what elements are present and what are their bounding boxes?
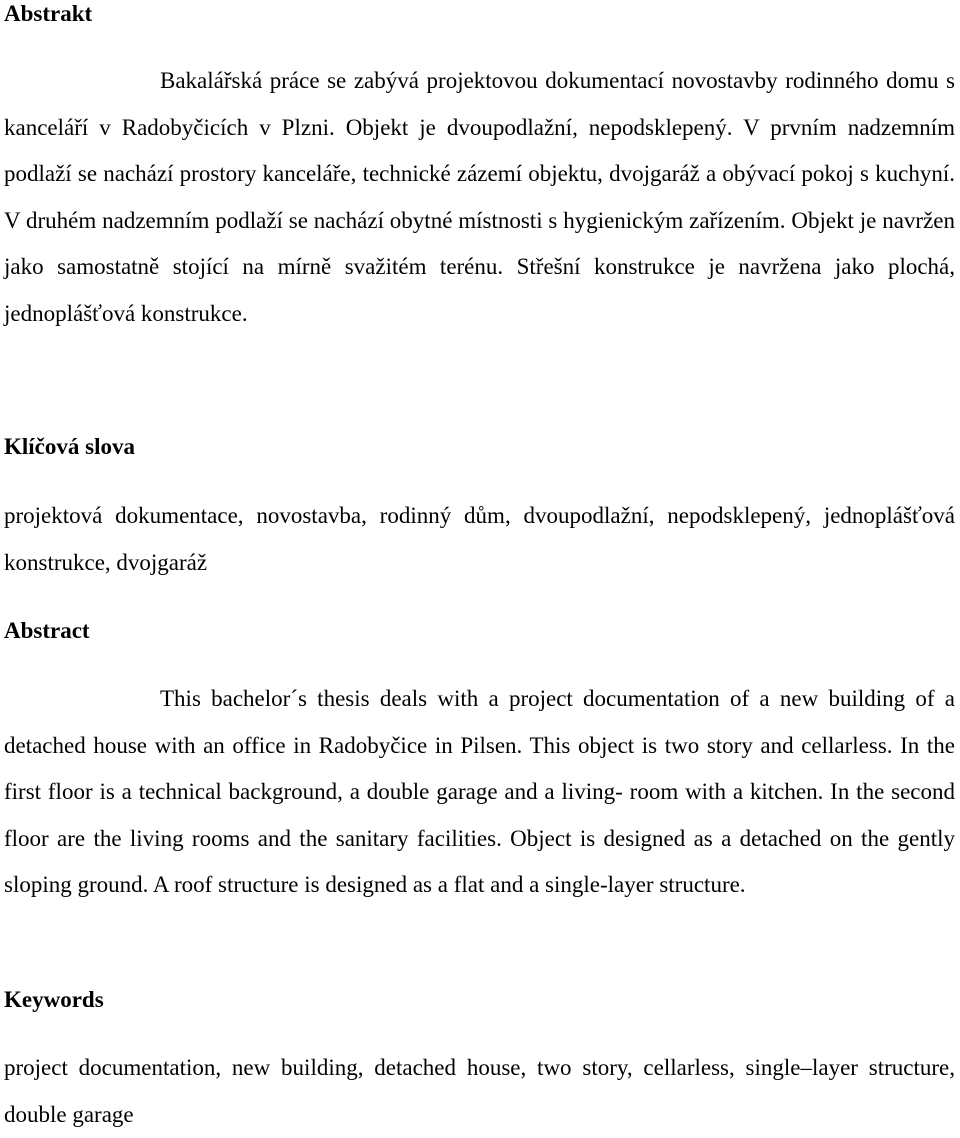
paragraph-klicova-slova: projektová dokumentace, novostavba, rodinný dům, dvoupodlažní, nepodsklepený, jednoplášťová konstrukce, dvojgaráž — [4, 503, 955, 575]
heading-klicova-slova: Klíčová slova — [4, 434, 135, 459]
heading-abstrakt: Abstrakt — [4, 1, 93, 26]
heading-keywords: Keywords — [4, 987, 104, 1012]
paragraph-abstrakt: Bakalářská práce se zabývá projektovou dokumentací novostavby rodinného domu s kanceláří v Radobyčicích v Plzni. Objekt je dvoupodlažní, nepodsklepený. V prvním nadzemním podlaží se nachází prostory kanceláře, technické zázemí objektu, dvojgaráž a obývací pokoj s kuchyní. V druhém nadzemním podlaží se nachází obytné místnosti s hygienickým zařízením. Objekt je navržen jako samostatně stojící na mírně svažitém terénu. Střešní konstrukce je navržena jako plochá, jednoplášťová konstrukce. — [4, 68, 955, 326]
paragraph-keywords: project documentation, new building, detached house, two story, cellarless, single–layer structure, double garage — [4, 1055, 955, 1127]
heading-abstract: Abstract — [4, 618, 90, 643]
paragraph-abstract: This bachelor´s thesis deals with a project documentation of a new building of a detached house with an office in Radobyčice in Pilsen. This object is two story and cellarless. In the first floor is a technical background, a double garage and a living- room with a kitchen. In the second floor are the living rooms and the sanitary facilities. Object is designed as a detached on the gently sloping ground. A roof structure is designed as a flat and a single-layer structure. — [4, 686, 955, 897]
